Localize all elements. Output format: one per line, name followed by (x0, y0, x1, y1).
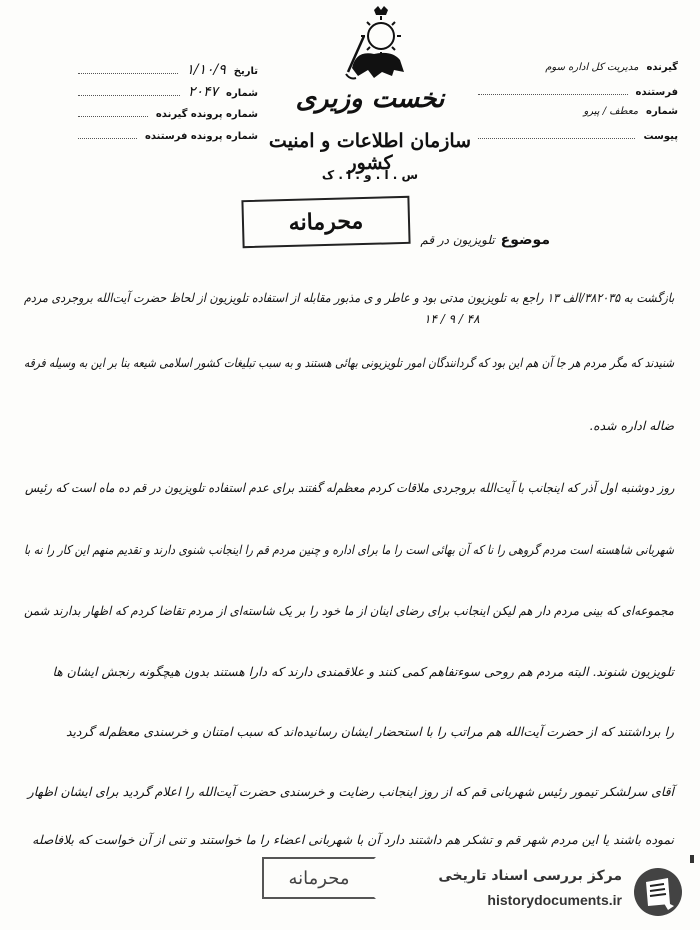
field-dots (78, 63, 178, 74)
body-line: مجموعه‌ای که بینی مردم دار هم لیکن اینجانب برای رضای اینان از ما خود را بر یک شاسته‌ای از مردم تقاضا کردم که اظهار بدارند شمن (24, 603, 674, 618)
subject-line (380, 232, 550, 248)
sender-label: فرستنده (635, 87, 678, 98)
archive-logo-icon (632, 866, 684, 918)
field-dots (478, 128, 635, 139)
body-line: شنیدند که مگر مردم هر جا آن هم این بود که گردانندگان امور تلویزیونی بهائی هستند و به سبب تبلیغات کشور اسلامی شیعه بنا بر این به وسیله فرقه (23, 355, 674, 370)
confidential-stamp: محرمانه (241, 196, 410, 248)
subject-label: موضوع (500, 232, 550, 248)
body-line: بازگشت به ۳۸۲۰۳۵/الف ۱۳ راجع به تلویزیون مدتی بود و عاطر و ی مذبور مقابله از استفاده تلویزیون از لحاظ حضرت آیت‌الله بروجردی مردم (23, 290, 674, 305)
confidential-stamp-bottom: محرمانه (262, 857, 376, 899)
number-field (78, 84, 258, 106)
attachment-label: پیوست (643, 131, 678, 142)
sender-file-label: شماره پرونده فرستنده (145, 131, 258, 142)
watermark-text-fa: مرکز بررسی اسناد تاریخی (438, 868, 622, 884)
reference-field (478, 106, 678, 128)
number-label: شماره (226, 88, 258, 99)
recipient-label: گیرنده (646, 62, 678, 73)
org-name: سازمان اطلاعات و امنیت کشور (268, 130, 472, 174)
receiver-file-field (78, 106, 258, 128)
date-value: ۱/۱۰/۹ (186, 62, 226, 78)
org-title: نخست وزیری (295, 84, 445, 114)
receiver-file-label: شماره پرونده گیرنده (155, 109, 258, 120)
archive-watermark (422, 862, 692, 924)
body-line: نموده باشند یا این مردم شهر قم و تشکر هم داشتند دارد آن با شهربانی اعضاء را ما خواستند و تنی از آن خواست که بلافاصله (32, 832, 674, 847)
body-line: روز دوشنبه اول آذر که اینجانب با آیت‌الله بروجردی ملاقات کردم معظم‌له گفتند برای عدم استفاده تلویزیون در قم ده ماه است که رئیس (24, 480, 674, 495)
right-header-fields (478, 62, 678, 150)
body-line: آقای سرلشکر تیمور رئیس شهربانی قم که از روز اینجانب رضایت و خرسندی حضرت آیت‌الله را اعلام گردید برای ایشان اظهار (27, 784, 674, 799)
attachment-field (478, 128, 678, 150)
reference-label: شماره (646, 106, 678, 117)
body-line: تلویزیون شنوند. البته مردم هم روحی سوءتفاهم کمی کنند و علاقمندی دارند که دارا هستند بدون هیچگونه رنجش ایشان ها (52, 664, 674, 679)
date-label: تاریخ (233, 66, 258, 77)
org-abbreviation: س . ا . و . ا . ک (321, 168, 419, 182)
body-line: را برداشتند که از حضرت آیت‌الله هم مراتب را با استحضار ایشان رسانیده‌اند که سبب امتنان و خرسندی معظم‌له گردید (65, 724, 674, 739)
field-dots (78, 106, 148, 117)
watermark-text-en: historydocuments.ir (487, 892, 622, 908)
sender-file-field (78, 128, 258, 150)
field-dots (478, 84, 628, 95)
date-field (78, 62, 258, 84)
field-dots (78, 128, 137, 139)
recipient-field (478, 62, 678, 84)
reference-value: معطف / پیرو (583, 106, 639, 117)
body-line: ضاله اداره شده. (589, 418, 674, 433)
lion-and-sun-emblem-icon (334, 6, 424, 84)
reference-numbers: ۱۴ / ۹ / ۴۸ (424, 312, 480, 326)
body-line: شهربانی شاهسته است مردم گروهی را نا که آن بهائی است را ما برای اداره و چنین مردم قم را اینجانب شنوی دارند و تقدیم منهم این کار را نه با (24, 542, 674, 557)
field-dots (78, 85, 180, 96)
recipient-value: مدیریت کل اداره سوم (545, 62, 639, 73)
sender-field (478, 84, 678, 106)
left-header-fields (78, 62, 258, 150)
subject-value: تلویزیون در قم (420, 233, 495, 247)
number-value: ۲۰۴۷ (187, 84, 219, 100)
